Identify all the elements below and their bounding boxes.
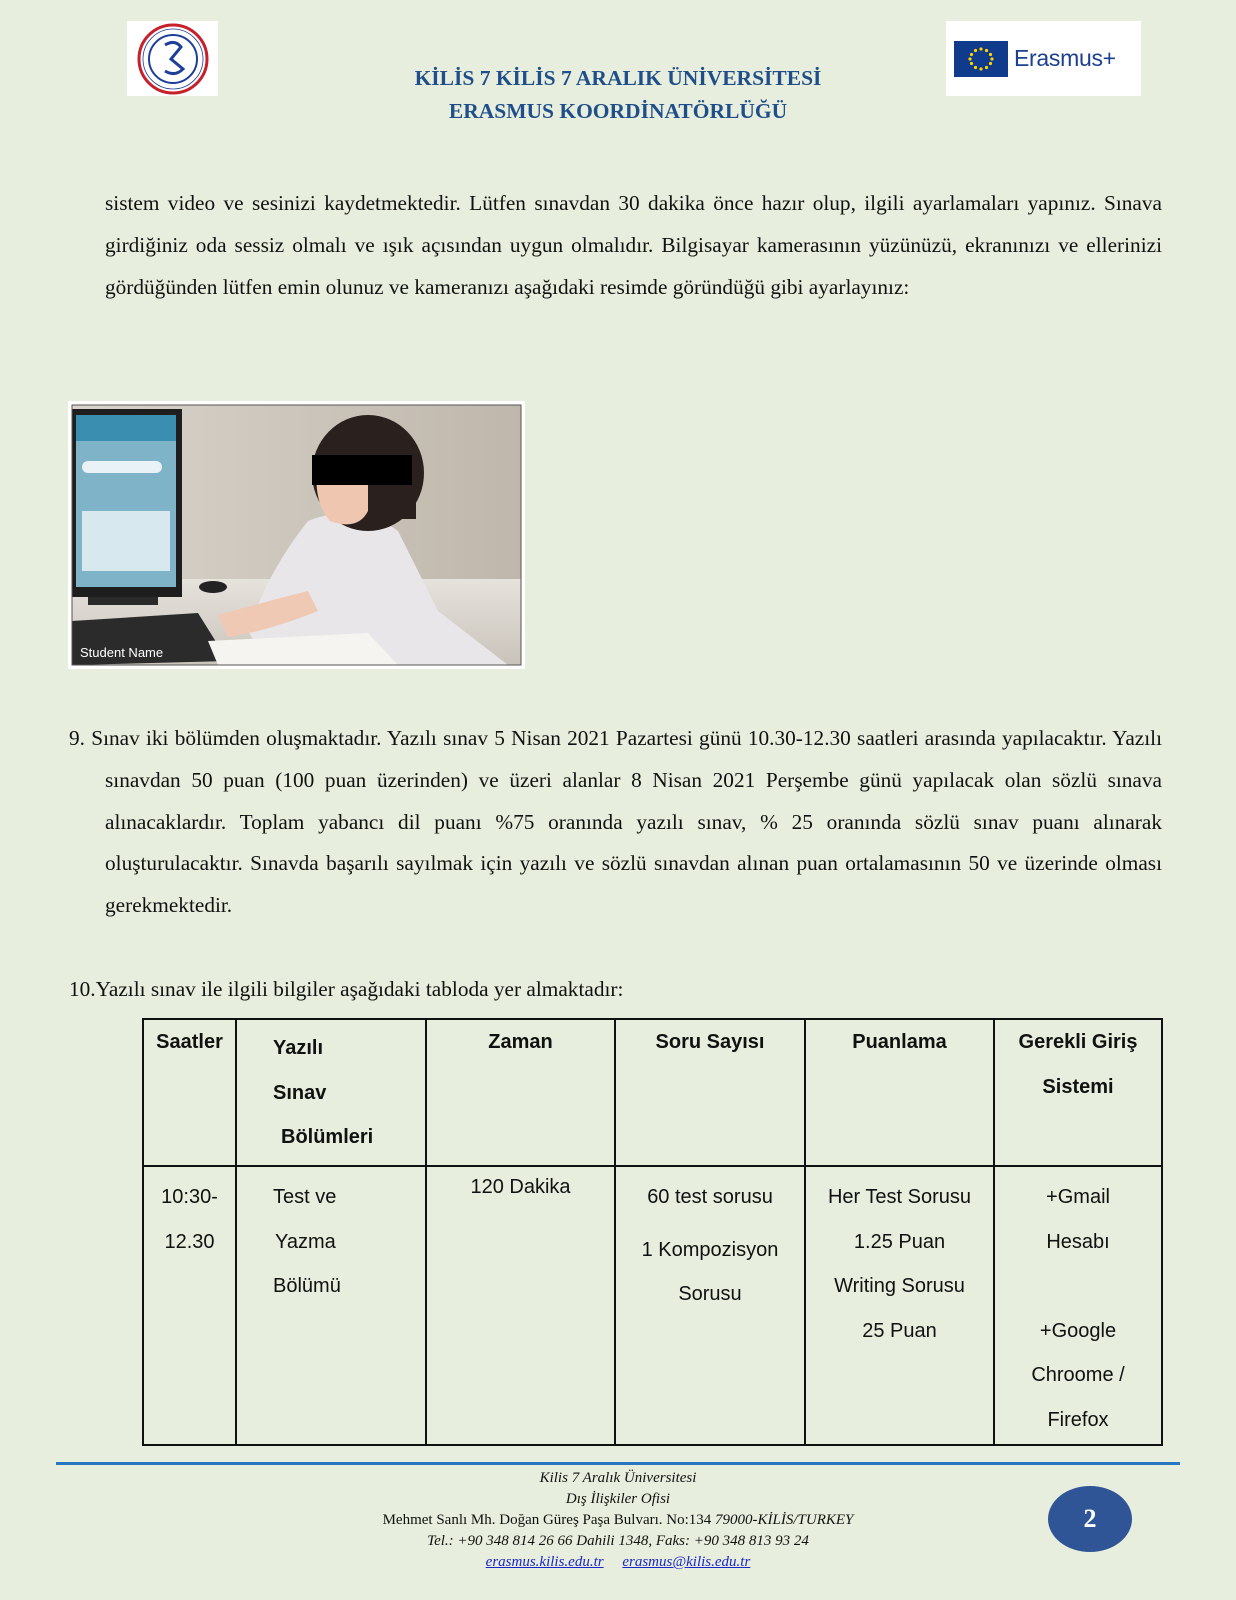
cell-giris-sistemi: +Gmail Hesabı +Google Chroome / Firefox	[994, 1166, 1162, 1445]
intro-paragraph: sistem video ve sesinizi kaydetmektedir. Lütfen sınavdan 30 dakika önce hazır olup, ilgili ayarlamaları yapınız. Sınava girdiğiniz oda sessiz olmalı ve ışık açısından uygun olmalıdır. Bilgisayar kamerasının yüzünüzü, ekranınızı ve ellerinizi gördüğünden lütfen emin olunuz ve kameranızı aşağıdaki resimde göründüğü gibi ayarlayınız:	[105, 191, 1162, 299]
cell-puanlama: Her Test Sorusu 1.25 Puan Writing Sorusu 25 Puan	[805, 1166, 994, 1445]
student-webcam-image	[68, 401, 525, 669]
footer-phone: Tel.: +90 348 814 26 66 Dahili 1348, Faks: +90 348 813 93 24	[427, 1533, 809, 1549]
footer-office: Dış İlişkiler Ofisi	[565, 1491, 671, 1507]
footer-address: Mehmet Sanlı Mh. Doğan Güreş Paşa Bulvarı. No:134 79000-KİLİS/TURKEY	[382, 1512, 854, 1528]
header-zaman: Zaman	[426, 1019, 615, 1166]
document-header	[0, 62, 1236, 128]
cell-saatler: 10:30- 12.30	[143, 1166, 236, 1445]
footer-email-link[interactable]: erasmus@kilis.edu.tr	[622, 1554, 751, 1570]
erasmus-logo-text: Erasmus+	[1014, 45, 1116, 71]
item-10-text: Yazılı sınav ile ilgili bilgiler aşağıdaki tabloda yer almaktadır:	[95, 977, 624, 1001]
header-title-line2: ERASMUS KOORDİNATÖRLÜĞÜ	[448, 99, 788, 123]
cell-sinav-bolumu: Test ve Yazma Bölümü	[236, 1166, 426, 1445]
camera-setup-photo	[68, 401, 525, 669]
footer-divider	[56, 1462, 1180, 1465]
header-sinav-bolumleri: Yazılı Sınav Bölümleri	[236, 1019, 426, 1166]
photo-caption: Student Name	[80, 645, 164, 660]
table-header-row	[143, 1019, 1162, 1166]
item-10-number: 10.	[69, 977, 96, 1001]
header-gerekli-giris: Gerekli Giriş Sistemi	[994, 1019, 1162, 1166]
item-9-text: Sınav iki bölümden oluşmaktadır. Yazılı sınav 5 Nisan 2021 Pazartesi günü 10.30-12.30 saatleri arasında yapılacaktır. Yazılı sınavdan 50 puan (100 puan üzerinden) ve üzeri alanlar 8 Nisan 2021 Perşembe günü yapılacak olan sözlü sınava alınacaklardır. Toplam yabancı dil puanı %75 oranında yazılı sınav, % 25 oranında sözlü sınav puanı alınarak oluşturulacaktır. Sınavda başarılı sayılmak için yazılı ve sözlü sınavdan alınan puan ortalamasının 50 ve üzerinde olması gerekmektedir.	[91, 726, 1162, 918]
exam-info-table	[142, 1018, 1163, 1446]
item-10	[69, 969, 1162, 1011]
item-9	[69, 718, 1162, 927]
footer-university: Kilis 7 Aralık Üniversitesi	[539, 1470, 697, 1486]
header-puanlama: Puanlama	[805, 1019, 994, 1166]
footer-website-link[interactable]: erasmus.kilis.edu.tr	[485, 1554, 604, 1570]
footer-links	[0, 1552, 1236, 1573]
table-row	[143, 1166, 1162, 1445]
cell-soru-sayisi: 60 test sorusu 1 Kompozisyon Sorusu	[615, 1166, 805, 1445]
page-number-badge: 2	[1048, 1486, 1132, 1552]
header-soru-sayisi: Soru Sayısı	[615, 1019, 805, 1166]
header-title-line1: KİLİS 7 KİLİS 7 ARALIK ÜNİVERSİTESİ	[414, 66, 822, 90]
item-9-number: 9.	[69, 726, 85, 750]
header-saatler: Saatler	[143, 1019, 236, 1166]
cell-zaman: 120 Dakika	[426, 1166, 615, 1445]
